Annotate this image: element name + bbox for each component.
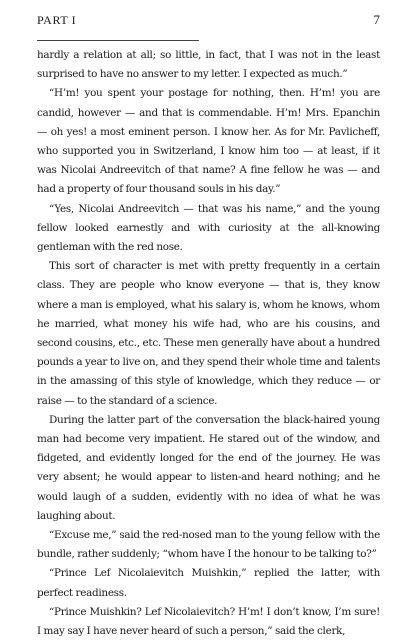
- page-number: 7: [373, 12, 380, 27]
- paragraph: “Prince Lef Nicolaievitch Muishkin,” replied the latter, with perfect readiness.: [37, 567, 380, 599]
- paragraph: This sort of character is met with pretty frequently in a certain class. They are people who know everyone — that is, they know where a man is employed, what his salary is, whom he knows, whom he married, what money his wife had, who are his cousins, and second cousins, etc., etc. These men generally have about a hundred pounds a year to live on, and they spend their whole time and talents in the amassing of this style of knowledge, which they reduce — or raise — to the standard of a science.: [37, 260, 380, 407]
- paragraph: During the latter part of the conversation the black-haired young man had become very impatient. He stared out of the window, and fidgeted, and evidently longed for the end of the journey. He was very absent; he would appear to listen-and heard nothing; and he would laugh of a sudden, evidently with no idea of what he was laughing about.: [37, 413, 380, 522]
- header-rule: [37, 40, 199, 41]
- paragraph: hardly a relation at all; so little, in fact, that I was not in the least surprised to have no answer to my letter. I expected as much.”: [37, 49, 380, 81]
- paragraph: “Prince Muishkin? Lef Nicolaievitch? H’m! I don’t know, I’m sure! I may say I have never heard of such a person,” said the clerk,: [37, 605, 380, 638]
- book-page: [37, 0, 380, 641]
- paragraph: “Excuse me,” said the red-nosed man to the young fellow with the bundle, rather suddenly; “whom have I the honour to be talking to?”: [37, 529, 380, 561]
- paragraph: “Yes, Nicolai Andreevitch — that was his name,” and the young fellow looked earnestly and with curiosity at the all-knowing gentleman with the red nose.: [37, 202, 380, 254]
- body-text: [37, 46, 380, 641]
- running-header: [37, 0, 380, 46]
- part-label: PART I: [37, 13, 77, 27]
- paragraph: “H’m! you spent your postage for nothing, then. H’m! you are candid, however — and that is commendable. H’m! Mrs. Epanchin — oh yes! a most eminent person. I know her. As for Mr. Pavlicheff, who supported you in Switzerland, I know him too — at least, if it was Nicolai Andreevitch of that name? A fine fellow he was — and had a property of four thousand souls in his day.”: [37, 87, 380, 196]
